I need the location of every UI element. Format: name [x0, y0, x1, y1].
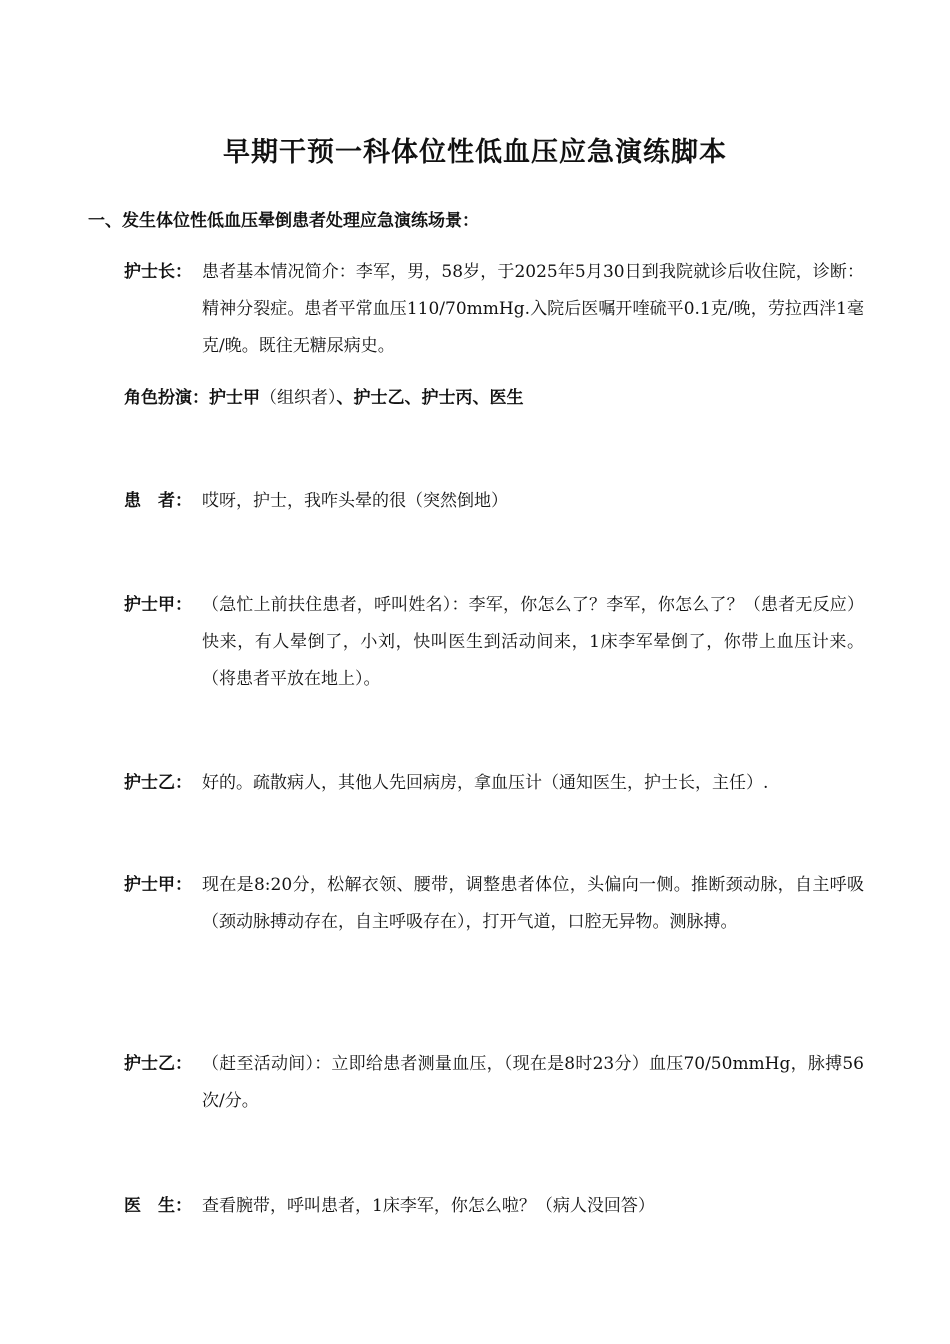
speaker-label: 护士甲：: [124, 595, 192, 615]
dialogue-text: 患者基本情况简介：李军，男，58岁，于2025年5月30日到我院就诊后收住院，诊断：精神分裂症。患者平常血压110/70mmHg.入院后医嘱开喹硫平0.1克/晚，劳拉西泮1毫克/晚。既往无糖尿病史。: [202, 262, 864, 356]
role-nurse-a: 护士甲: [209, 388, 260, 408]
speaker-label: 护士甲：: [124, 875, 192, 895]
roles-label: 角色扮演：: [124, 388, 209, 408]
dialogue-text: 查看腕带，呼叫患者，1床李军，你怎么啦？（病人没回答）: [202, 1196, 655, 1216]
dialogue-text: （赶至活动间）：立即给患者测量血压，（现在是8时23分）血压70/50mmHg，脉搏56次/分。: [202, 1054, 864, 1111]
role-organizer-note: （组织者）: [260, 388, 337, 408]
document-title: 早期干预一科体位性低血压应急演练脚本: [223, 137, 727, 168]
dialogue-text: 好的。疏散病人，其他人先回病房，拿血压计（通知医生，护士长，主任）.: [202, 773, 769, 793]
dialogue-entry-nurse-a-1: [124, 587, 864, 698]
dialogue-text: 现在是8:20分，松解衣领、腰带，调整患者体位，头偏向一侧。推断颈动脉，自主呼吸（颈动脉搏动存在，自主呼吸存在），打开气道，口腔无异物。测脉搏。: [202, 875, 864, 932]
dialogue-entry-nurse-b-1: [124, 765, 864, 802]
roles-line: [124, 382, 524, 414]
speaker-label: 护士乙：: [124, 1054, 192, 1074]
speaker-label: 医 生：: [124, 1196, 192, 1216]
dialogue-entry-nurse-a-2: [124, 867, 864, 941]
roles-others: 、护士乙、护士丙、医生: [336, 388, 524, 408]
speaker-label: 护士长：: [124, 262, 192, 282]
dialogue-text: 哎呀，护士，我咋头晕的很（突然倒地）: [202, 491, 508, 511]
section-heading: 一、发生体位性低血压晕倒患者处理应急演练场景：: [88, 211, 479, 231]
speaker-label: 患 者：: [124, 491, 192, 511]
dialogue-entry-nurse-b-2: [124, 1046, 864, 1120]
dialogue-entry-doctor: [124, 1188, 864, 1225]
dialogue-text: （急忙上前扶住患者，呼叫姓名）：李军，你怎么了？李军，你怎么了？（患者无反应）快来，有人晕倒了，小刘，快叫医生到活动间来，1床李军晕倒了，你带上血压计来。（将患者平放在地上）。: [202, 595, 864, 689]
dialogue-entry-patient: [124, 483, 864, 520]
speaker-label: 护士乙：: [124, 773, 192, 793]
dialogue-entry-head-nurse: [124, 254, 864, 365]
